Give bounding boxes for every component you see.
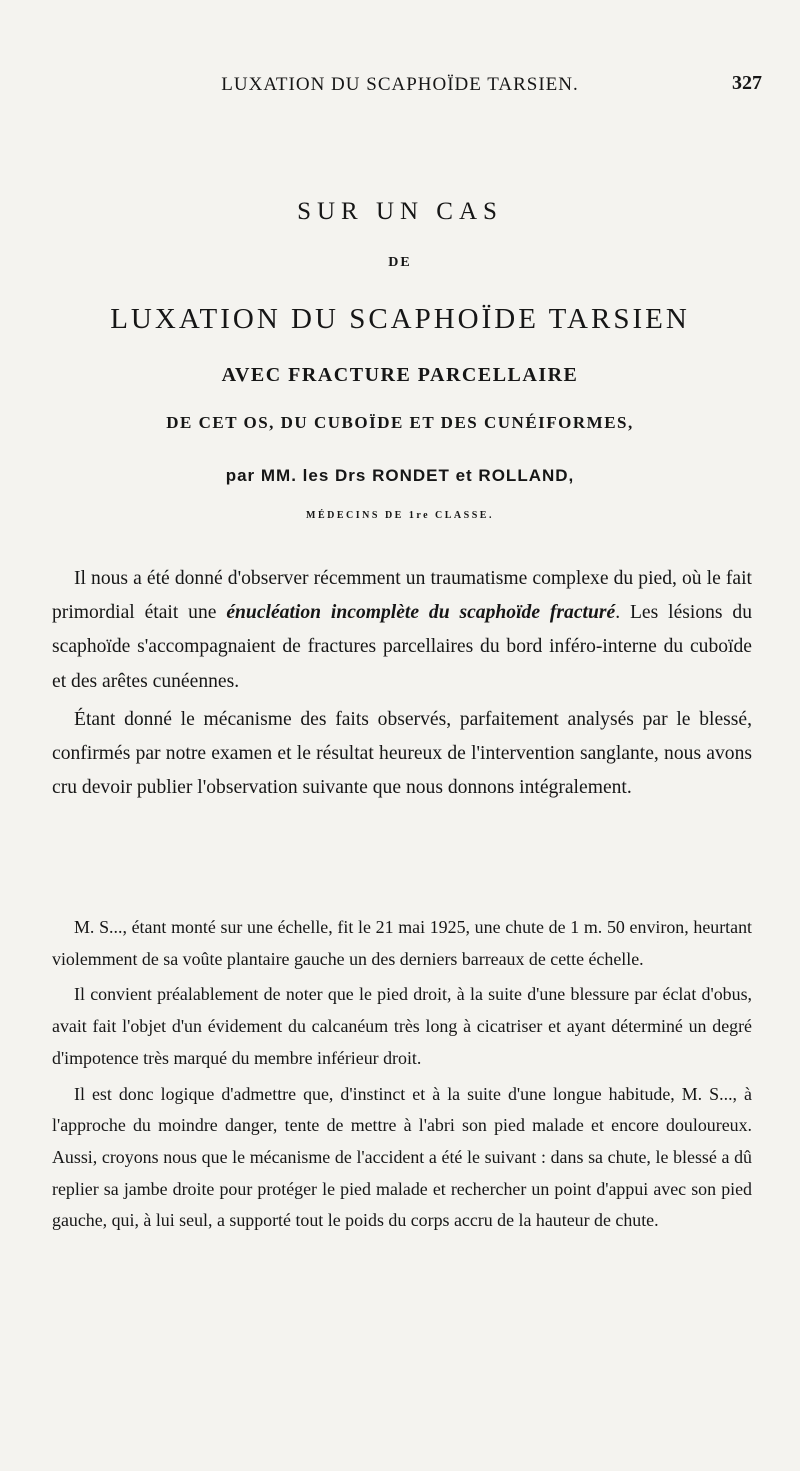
- observation-paragraph-1: M. S..., étant monté sur une échelle, fit le 21 mai 1925, une chute de 1 m. 50 environ, heurtant violemment de sa voûte plantaire gauche un des derniers barreaux de cette échelle.: [52, 917, 752, 969]
- intro-p1-end: . Les lésions du scaphoïde s'accompagnaient de fractures parcellaires du bord inféro-interne du cuboïde et des arêtes cunéennes.: [52, 602, 753, 692]
- observation-paragraph-3: Il est donc logique d'admettre que, d'instinct et à la suite d'une longue habitude, M. S..., à l'approche du moindre danger, tente de mettre à l'abri son pied malade et encore douloureux. Aussi, croyons nous que le mécanisme de l'accident a été le suivant : dans sa chute, le blessé a dû replier sa jambe droite pour protéger le pied malade et rechercher un point d'appui avec son pied gauche, qui, à lui seul, a supporté tout le poids du corps accru de la hauteur de chute.: [52, 1083, 752, 1231]
- running-title: LUXATION DU SCAPHOÏDE TARSIEN.: [221, 74, 579, 95]
- intro-p1-emphasis: énucléation incomplète du scaphoïde fracturé: [226, 602, 616, 624]
- intro-paragraph-1: [52, 562, 752, 699]
- affiliation: MÉDECINS DE 1re CLASSE.: [306, 510, 494, 521]
- intro-section: [52, 562, 752, 805]
- authors: par MM. les Drs RONDET et ROLLAND,: [225, 466, 575, 485]
- page-number: 327: [732, 72, 762, 94]
- intro-p1-start: Il nous a été donné d'observer récemment un traumatisme complexe du pied, où le fait primordial était une: [52, 568, 752, 624]
- intro-paragraph-2: Étant donné le mécanisme des faits observés, parfaitement analysés par le blessé, confirmés par notre examen et le résultat heureux de l'intervention sanglante, nous avons cru devoir publier l'observation suivante que nous donnons intégralement.: [52, 708, 752, 799]
- title-line-5: DE CET OS, DU CUBOÏDE ET DES CUNÉIFORMES,: [166, 413, 634, 432]
- title-line-1: SUR UN CAS: [297, 198, 503, 225]
- title-line-2: DE: [388, 255, 412, 270]
- title-line-3: LUXATION DU SCAPHOÏDE TARSIEN: [110, 303, 690, 335]
- observation-section: [52, 912, 752, 1237]
- observation-paragraph-2: Il convient préalablement de noter que le pied droit, à la suite d'une blessure par éclat d'obus, avait fait l'objet d'un évidement du calcanéum très long à cicatriser et ayant déterminé un degré d'impotence très marqué du membre inférieur droit.: [52, 984, 752, 1068]
- title-line-4: AVEC FRACTURE PARCELLAIRE: [221, 364, 579, 386]
